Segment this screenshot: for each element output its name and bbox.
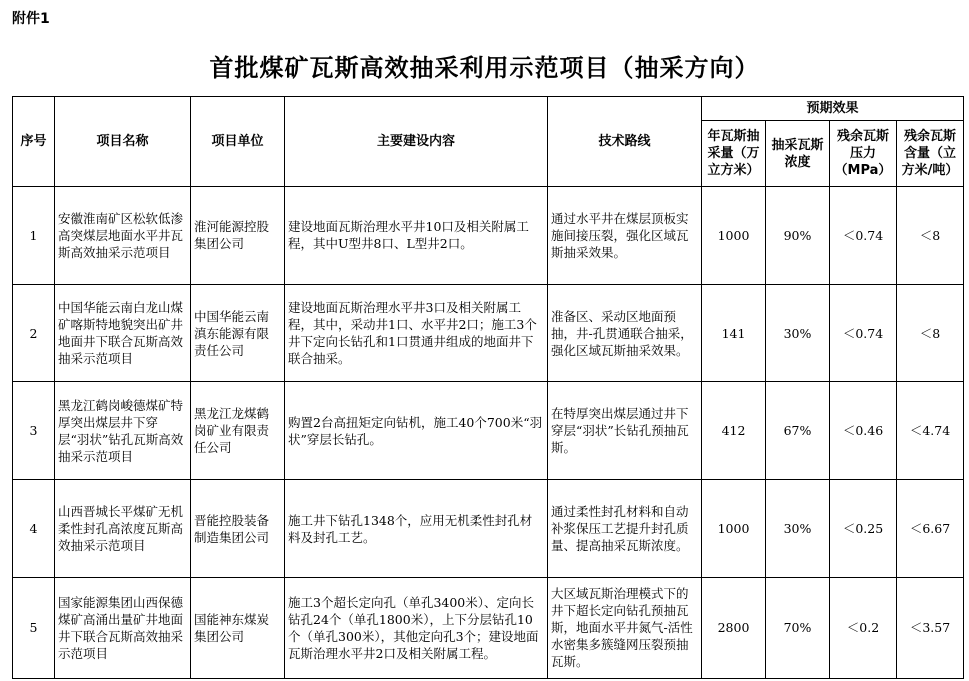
- cell-annual-volume: 412: [702, 382, 766, 480]
- cell-tech-route: 通过柔性封孔材料和自动补浆保压工艺提升封孔质量、提高抽采瓦斯浓度。: [548, 480, 702, 578]
- cell-project-unit: 国能神东煤炭集团公司: [191, 577, 285, 678]
- cell-concentration: 30%: [766, 480, 830, 578]
- header-project-name: 项目名称: [55, 97, 191, 187]
- table-row: [13, 382, 964, 480]
- header-concentration: 抽采瓦斯浓度: [766, 121, 830, 187]
- cell-residual-pressure: ＜0.74: [830, 187, 897, 285]
- header-tech-route: 技术路线: [548, 97, 702, 187]
- cell-tech-route: 大区域瓦斯治理模式下的井下超长定向钻孔预抽瓦斯，地面水平井氮气-活性水密集多簇缝网压裂预抽瓦斯。: [548, 577, 702, 678]
- table-row: [13, 577, 964, 678]
- cell-annual-volume: 141: [702, 284, 766, 382]
- table-row: [13, 284, 964, 382]
- cell-tech-route: 在特厚突出煤层通过井下穿层“羽状”长钻孔预抽瓦斯。: [548, 382, 702, 480]
- cell-concentration: 90%: [766, 187, 830, 285]
- cell-residual-pressure: ＜0.46: [830, 382, 897, 480]
- cell-seq: 2: [13, 284, 55, 382]
- header-seq: 序号: [13, 97, 55, 187]
- cell-project-name: 国家能源集团山西保德煤矿高涌出量矿井地面井下联合瓦斯高效抽采示范项目: [55, 577, 191, 678]
- cell-main-content: 施工井下钻孔1348个，应用无机柔性封孔材料及封孔工艺。: [285, 480, 548, 578]
- cell-residual-content: ＜3.57: [897, 577, 964, 678]
- cell-residual-content: ＜8: [897, 284, 964, 382]
- header-annual-volume: 年瓦斯抽采量（万立方米）: [702, 121, 766, 187]
- cell-tech-route: 通过水平井在煤层顶板实施间接压裂，强化区域瓦斯抽采效果。: [548, 187, 702, 285]
- cell-seq: 3: [13, 382, 55, 480]
- cell-main-content: 建设地面瓦斯治理水平井3口及相关附属工程，其中，采动井1口、水平井2口；施工3个井下定向长钻孔和1口贯通井组成的地面井下联合抽采。: [285, 284, 548, 382]
- cell-main-content: 购置2台高扭矩定向钻机，施工40个700米“羽状”穿层长钻孔。: [285, 382, 548, 480]
- cell-concentration: 67%: [766, 382, 830, 480]
- cell-seq: 1: [13, 187, 55, 285]
- header-residual-pressure: 残余瓦斯压力（MPa）: [830, 121, 897, 187]
- cell-project-unit: 淮河能源控股集团公司: [191, 187, 285, 285]
- cell-project-unit: 晋能控股装备制造集团公司: [191, 480, 285, 578]
- cell-residual-pressure: ＜0.2: [830, 577, 897, 678]
- header-main-content: 主要建设内容: [285, 97, 548, 187]
- attachment-label: 附件1: [12, 11, 50, 27]
- cell-concentration: 30%: [766, 284, 830, 382]
- cell-residual-content: ＜6.67: [897, 480, 964, 578]
- cell-seq: 5: [13, 577, 55, 678]
- cell-project-unit: 黑龙江龙煤鹤岗矿业有限责任公司: [191, 382, 285, 480]
- cell-annual-volume: 2800: [702, 577, 766, 678]
- header-residual-content: 残余瓦斯含量（立方米/吨）: [897, 121, 964, 187]
- header-expected-effect: 预期效果: [702, 97, 964, 121]
- cell-project-name: 中国华能云南白龙山煤矿喀斯特地貌突出矿井地面井下联合瓦斯高效抽采示范项目: [55, 284, 191, 382]
- cell-seq: 4: [13, 480, 55, 578]
- cell-project-unit: 中国华能云南滇东能源有限责任公司: [191, 284, 285, 382]
- cell-residual-content: ＜8: [897, 187, 964, 285]
- projects-table: [12, 96, 964, 679]
- cell-project-name: 山西晋城长平煤矿无机柔性封孔高浓度瓦斯高效抽采示范项目: [55, 480, 191, 578]
- table-row: [13, 187, 964, 285]
- cell-concentration: 70%: [766, 577, 830, 678]
- table-row: [13, 480, 964, 578]
- cell-tech-route: 准备区、采动区地面预抽，井-孔贯通联合抽采，强化区域瓦斯抽采效果。: [548, 284, 702, 382]
- cell-main-content: 施工3个超长定向孔（单孔3400米）、定向长钻孔24个（单孔1800米），上下分层钻孔10个（单孔300米），其他定向孔3个；建设地面瓦斯治理水平井2口及相关附属工程。: [285, 577, 548, 678]
- cell-residual-pressure: ＜0.25: [830, 480, 897, 578]
- cell-annual-volume: 1000: [702, 480, 766, 578]
- cell-main-content: 建设地面瓦斯治理水平井10口及相关附属工程，其中U型井8口、L型井2口。: [285, 187, 548, 285]
- header-project-unit: 项目单位: [191, 97, 285, 187]
- cell-project-name: 安徽淮南矿区松软低渗高突煤层地面水平井瓦斯高效抽采示范项目: [55, 187, 191, 285]
- cell-residual-content: ＜4.74: [897, 382, 964, 480]
- cell-project-name: 黑龙江鹤岗峻德煤矿特厚突出煤层井下穿层“羽状”钻孔瓦斯高效抽采示范项目: [55, 382, 191, 480]
- page-title: 首批煤矿瓦斯高效抽采利用示范项目（抽采方向）: [209, 53, 760, 82]
- cell-annual-volume: 1000: [702, 187, 766, 285]
- cell-residual-pressure: ＜0.74: [830, 284, 897, 382]
